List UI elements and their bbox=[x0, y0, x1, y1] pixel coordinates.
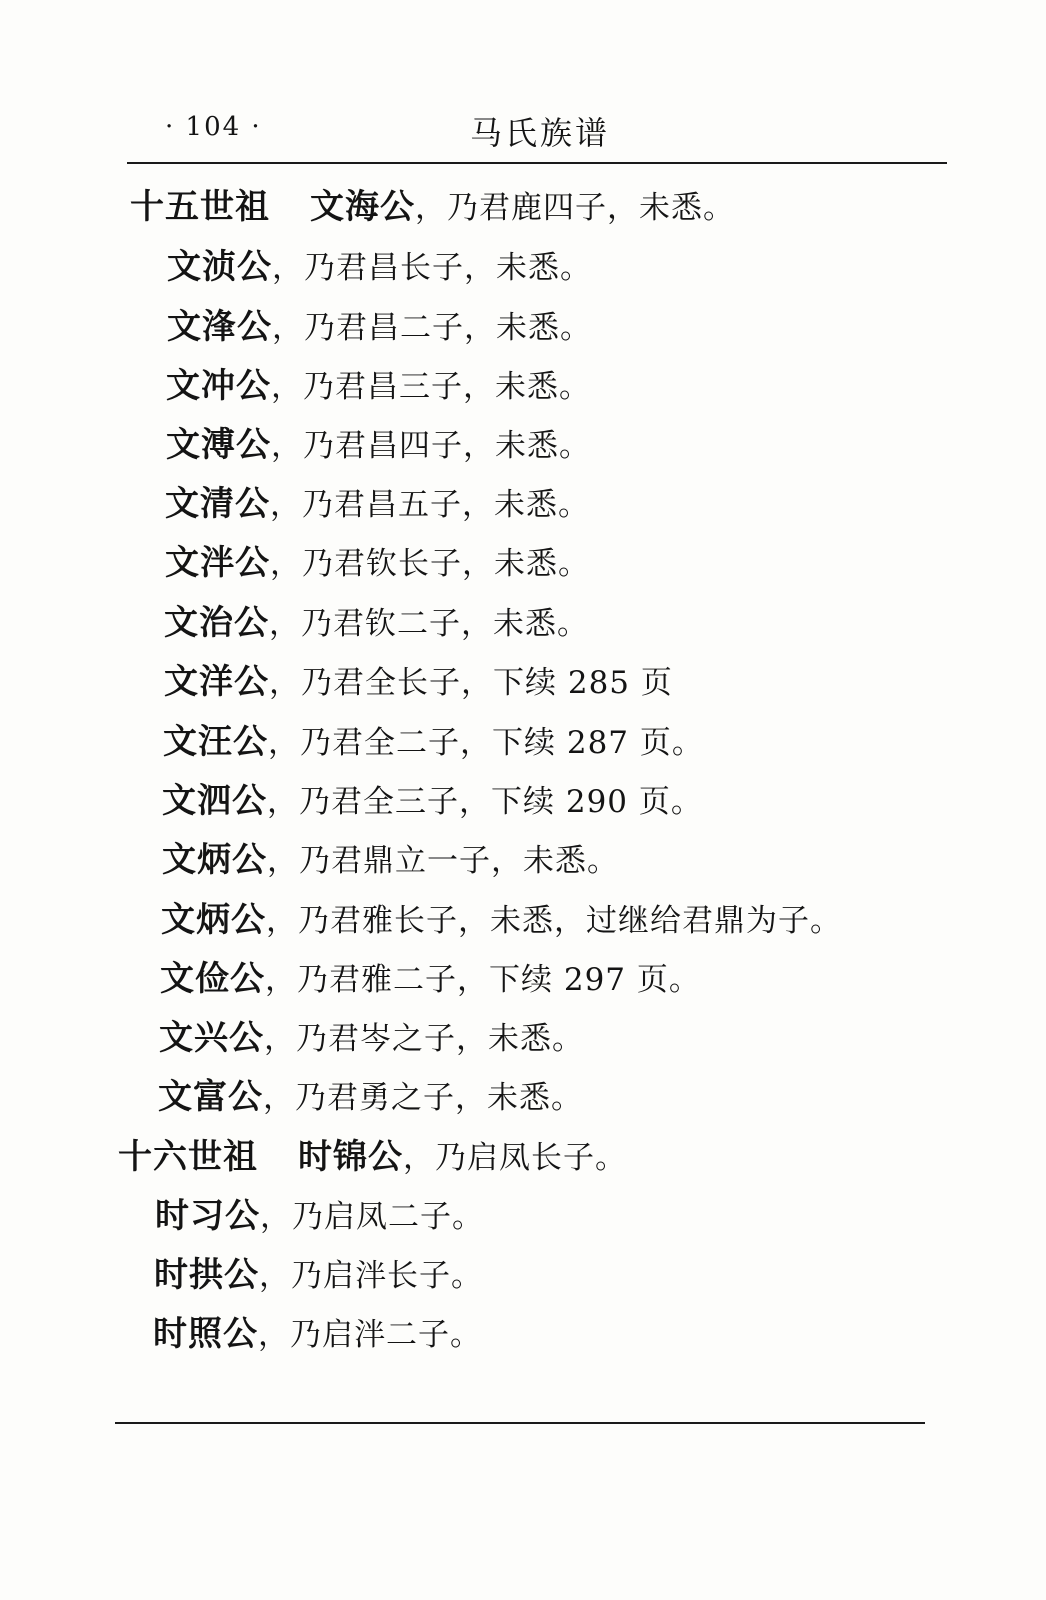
person-name: 文泗公 bbox=[162, 781, 267, 821]
person-description: ，乃启泮长子。 bbox=[259, 1258, 483, 1294]
person-description: ，乃君鼎立一子，未悉。 bbox=[267, 843, 619, 879]
person-description: ，乃君钦二子，未悉。 bbox=[269, 606, 589, 642]
person-description: ，乃君昌三子，未悉。 bbox=[271, 369, 591, 405]
person-description: ，乃君昌二子，未悉。 bbox=[272, 310, 592, 346]
person-description: ，乃君鹿四子，未悉。 bbox=[415, 190, 735, 226]
genealogy-entry bbox=[162, 781, 703, 821]
person-description: ，乃君全三子，下续 290 页。 bbox=[267, 784, 703, 820]
person-description: ，乃启凤二子。 bbox=[260, 1199, 484, 1235]
person-name: 文溥公 bbox=[166, 425, 271, 465]
genealogy-entry bbox=[165, 543, 590, 583]
genealogy-entry bbox=[164, 662, 673, 702]
person-name: 文冲公 bbox=[166, 366, 271, 406]
generation-label: 十五世祖 bbox=[130, 187, 270, 227]
genealogy-entry bbox=[159, 1018, 584, 1058]
genealogy-entry bbox=[160, 959, 701, 999]
person-name: 文富公 bbox=[158, 1077, 263, 1117]
header-rule bbox=[127, 162, 947, 164]
person-name: 时拱公 bbox=[154, 1255, 259, 1295]
person-description: ，乃君雅长子，未悉，过继给君鼎为子。 bbox=[266, 903, 842, 939]
genealogy-entry bbox=[154, 1255, 483, 1295]
genealogy-entry bbox=[167, 307, 592, 347]
genealogy-entry bbox=[167, 247, 592, 287]
genealogy-entry bbox=[164, 603, 589, 643]
person-name: 文汪公 bbox=[163, 722, 268, 762]
person-description: ，乃启凤长子。 bbox=[403, 1140, 627, 1176]
genealogy-entry bbox=[161, 900, 842, 940]
page-number: · 104 · bbox=[165, 112, 262, 142]
person-description: ，乃君昌五子，未悉。 bbox=[270, 487, 590, 523]
person-name: 文兴公 bbox=[159, 1018, 264, 1058]
genealogy-entry bbox=[155, 1196, 484, 1236]
genealogy-entry bbox=[153, 1314, 482, 1354]
genealogy-entry bbox=[158, 1077, 583, 1117]
person-name: 文浲公 bbox=[167, 307, 272, 347]
genealogy-entry bbox=[130, 187, 735, 227]
person-name: 文炳公 bbox=[161, 900, 266, 940]
person-description: ，乃君全长子，下续 285 页 bbox=[269, 665, 673, 701]
person-description: ，乃启泮二子。 bbox=[258, 1317, 482, 1353]
person-name: 文俭公 bbox=[160, 959, 265, 999]
genealogy-entry bbox=[163, 722, 704, 762]
person-name: 文浈公 bbox=[167, 247, 272, 287]
person-description: ，乃君岑之子，未悉。 bbox=[264, 1021, 584, 1057]
genealogy-entry bbox=[118, 1137, 627, 1177]
person-description: ，乃君昌长子，未悉。 bbox=[272, 250, 592, 286]
generation-label: 十六世祖 bbox=[118, 1137, 258, 1177]
genealogy-entry bbox=[165, 484, 590, 524]
person-description: ，乃君钦长子，未悉。 bbox=[270, 546, 590, 582]
person-name: 文清公 bbox=[165, 484, 270, 524]
footer-rule bbox=[115, 1422, 925, 1424]
person-description: ，乃君雅二子，下续 297 页。 bbox=[265, 962, 701, 998]
person-name: 时照公 bbox=[153, 1314, 258, 1354]
person-name: 文治公 bbox=[164, 603, 269, 643]
person-name: 文泮公 bbox=[165, 543, 270, 583]
person-description: ，乃君全二子，下续 287 页。 bbox=[268, 725, 704, 761]
genealogy-entry bbox=[162, 840, 619, 880]
running-title: 马氏族谱 bbox=[470, 114, 611, 152]
person-name: 文海公 bbox=[310, 187, 415, 227]
person-name: 时习公 bbox=[155, 1196, 260, 1236]
genealogy-entry bbox=[166, 366, 591, 406]
person-name: 文炳公 bbox=[162, 840, 267, 880]
person-name: 时锦公 bbox=[298, 1137, 403, 1177]
person-name: 文洋公 bbox=[164, 662, 269, 702]
person-description: ，乃君昌四子，未悉。 bbox=[271, 428, 591, 464]
genealogy-entry bbox=[166, 425, 591, 465]
person-description: ，乃君勇之子，未悉。 bbox=[263, 1080, 583, 1116]
